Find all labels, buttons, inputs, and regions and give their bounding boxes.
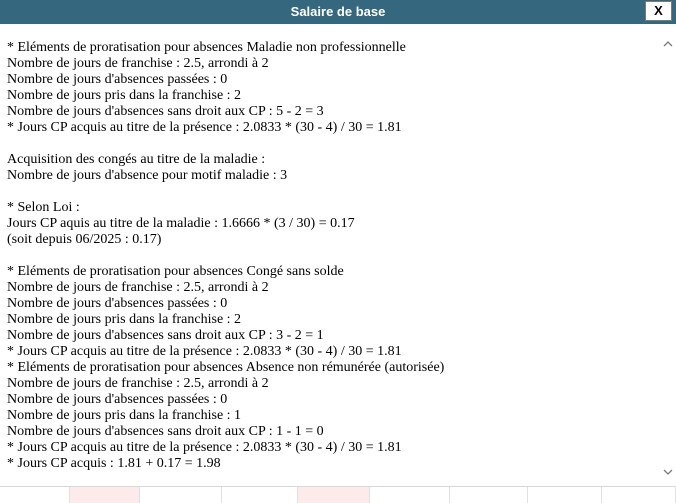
- text-line: * Jours CP acquis : 1.81 + 0.17 = 1.98: [7, 456, 221, 471]
- background-cell: [298, 487, 370, 503]
- dialog-title: Salaire de base: [290, 4, 386, 19]
- dialog-titlebar[interactable]: [0, 0, 676, 24]
- chevron-up-icon[interactable]: [663, 39, 673, 49]
- background-cell: [70, 487, 140, 503]
- text-line: Nombre de jours de franchise : 2.5, arrondi à 2: [7, 376, 269, 391]
- background-cell: [222, 487, 298, 503]
- text-line: * Jours CP acquis au titre de la présence : 2.0833 * (30 - 4) / 30 = 1.81: [7, 440, 402, 455]
- text-line: [7, 248, 660, 264]
- text-line: (soit depuis 06/2025 : 0.17): [7, 232, 162, 247]
- text-line: Nombre de jours d'absences sans droit aux CP : 1 - 1 = 0: [7, 424, 324, 439]
- vertical-scrollbar[interactable]: [660, 24, 676, 486]
- text-line: Nombre de jours d'absence pour motif maladie : 3: [7, 168, 288, 183]
- background-table-strip: [0, 486, 676, 503]
- text-line: * Jours CP acquis au titre de la présence : 2.0833 * (30 - 4) / 30 = 1.81: [7, 344, 402, 359]
- text-line: * Eléments de proratisation pour absences Maladie non professionnelle: [7, 40, 406, 55]
- content-area: [0, 24, 660, 486]
- background-cell: [370, 487, 450, 503]
- background-cell: [450, 487, 528, 503]
- text-line: * Selon Loi :: [7, 200, 80, 215]
- text-line: [7, 136, 660, 152]
- text-line: * Eléments de proratisation pour absences Congé sans solde: [7, 264, 344, 279]
- text-line: * Eléments de proratisation pour absences Absence non rémunérée (autorisée): [7, 360, 445, 375]
- text-line: [7, 184, 660, 200]
- text-line: Nombre de jours pris dans la franchise : 2: [7, 88, 242, 103]
- background-cell: [602, 487, 676, 503]
- text-line: Nombre de jours d'absences passées : 0: [7, 72, 228, 87]
- text-line: * Jours CP acquis au titre de la présence : 2.0833 * (30 - 4) / 30 = 1.81: [7, 120, 402, 135]
- text-line: Nombre de jours pris dans la franchise : 1: [7, 408, 242, 423]
- text-line: Acquisition des congés au titre de la maladie :: [7, 152, 266, 167]
- background-cell: [140, 487, 222, 503]
- close-button[interactable]: X: [645, 1, 672, 21]
- chevron-down-icon[interactable]: [663, 467, 673, 477]
- text-line: Nombre de jours de franchise : 2.5, arrondi à 2: [7, 56, 269, 71]
- background-cell: [528, 487, 602, 503]
- background-cell: [0, 487, 70, 503]
- text-line: Nombre de jours d'absences passées : 0: [7, 392, 228, 407]
- text-line: Jours CP aquis au titre de la maladie : 1.6666 * (3 / 30) = 0.17: [7, 216, 355, 231]
- text-line: Nombre de jours d'absences passées : 0: [7, 296, 228, 311]
- text-line: Nombre de jours de franchise : 2.5, arrondi à 2: [7, 280, 269, 295]
- text-line: Nombre de jours d'absences sans droit aux CP : 3 - 2 = 1: [7, 328, 324, 343]
- text-line: Nombre de jours pris dans la franchise : 2: [7, 312, 242, 327]
- text-line: Nombre de jours d'absences sans droit aux CP : 5 - 2 = 3: [7, 104, 324, 119]
